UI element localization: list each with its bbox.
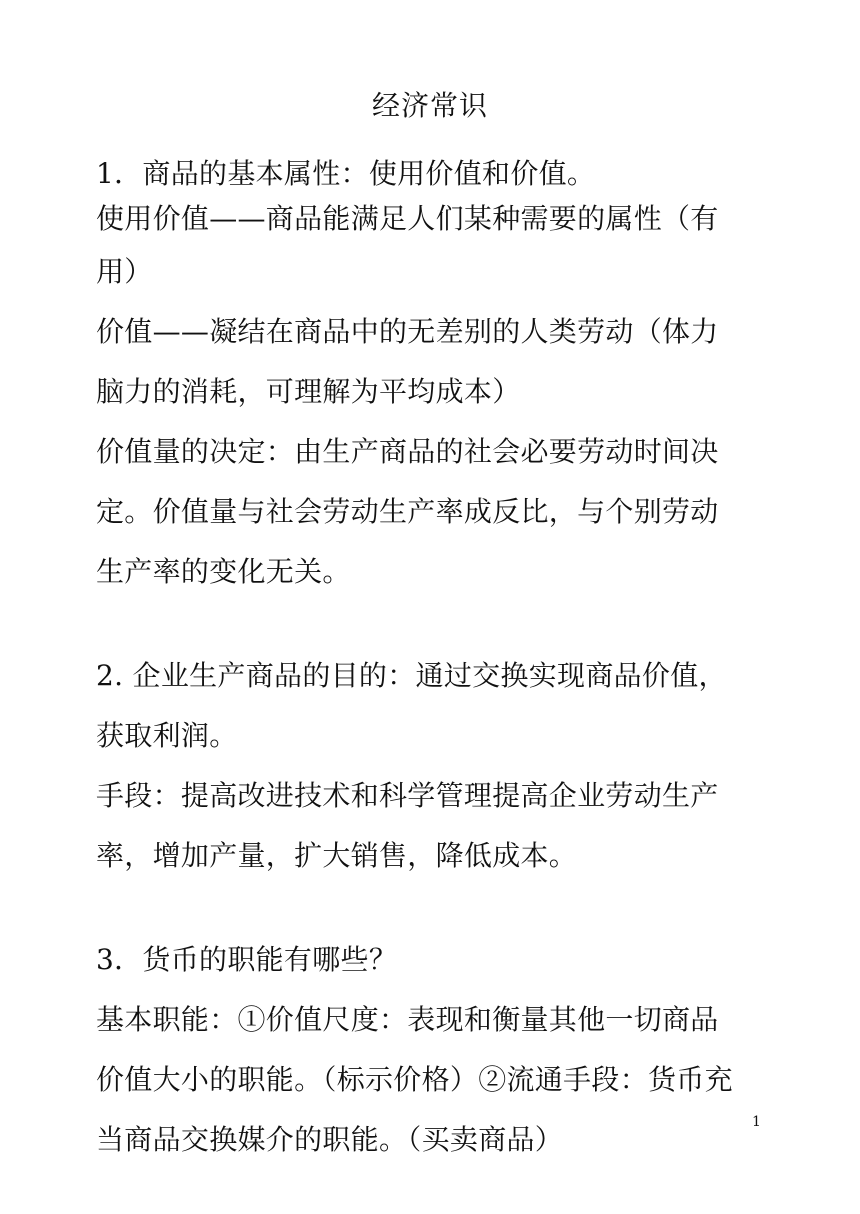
paragraph-line: 价值大小的职能。（标示价格）②流通手段：货币充	[96, 1063, 733, 1096]
section-heading: 3．货币的职能有哪些？	[96, 943, 398, 976]
paragraph-line: 脑力的消耗，可理解为平均成本）	[96, 375, 521, 408]
section-spacer	[96, 886, 772, 930]
page-number: 1	[752, 1114, 761, 1130]
section-heading: 2. 企业生产商品的目的：通过交换实现商品价值，	[96, 659, 727, 692]
section-3	[96, 930, 772, 1170]
section-1	[96, 152, 772, 602]
paragraph-line: 用）	[96, 255, 153, 288]
paragraph-line: 当商品交换媒介的职能。（买卖商品）	[96, 1123, 564, 1156]
section-spacer	[96, 602, 772, 646]
section-2	[96, 646, 772, 886]
section-heading: 1．商品的基本属性：使用价值和价值。	[96, 157, 596, 190]
document-body	[96, 152, 772, 1170]
paragraph-line: 价值——凝结在商品中的无差别的人类劳动（体力	[96, 315, 719, 348]
paragraph-line: 生产率的变化无关。	[96, 555, 351, 588]
paragraph-line: 手段：提高改进技术和科学管理提高企业劳动生产	[96, 779, 719, 812]
paragraph-line: 获取利润。	[96, 719, 238, 752]
paragraph-line: 使用价值——商品能满足人们某种需要的属性（有	[96, 202, 719, 235]
paragraph-line: 率，增加产量，扩大销售，降低成本。	[96, 839, 578, 872]
paragraph-line: 价值量的决定：由生产商品的社会必要劳动时间决	[96, 435, 719, 468]
paragraph-line: 定。价值量与社会劳动生产率成反比，与个别劳动	[96, 495, 719, 528]
document-title: 经济常识	[371, 89, 488, 122]
paragraph-line: 基本职能：①价值尺度：表现和衡量其他一切商品	[96, 1003, 719, 1036]
